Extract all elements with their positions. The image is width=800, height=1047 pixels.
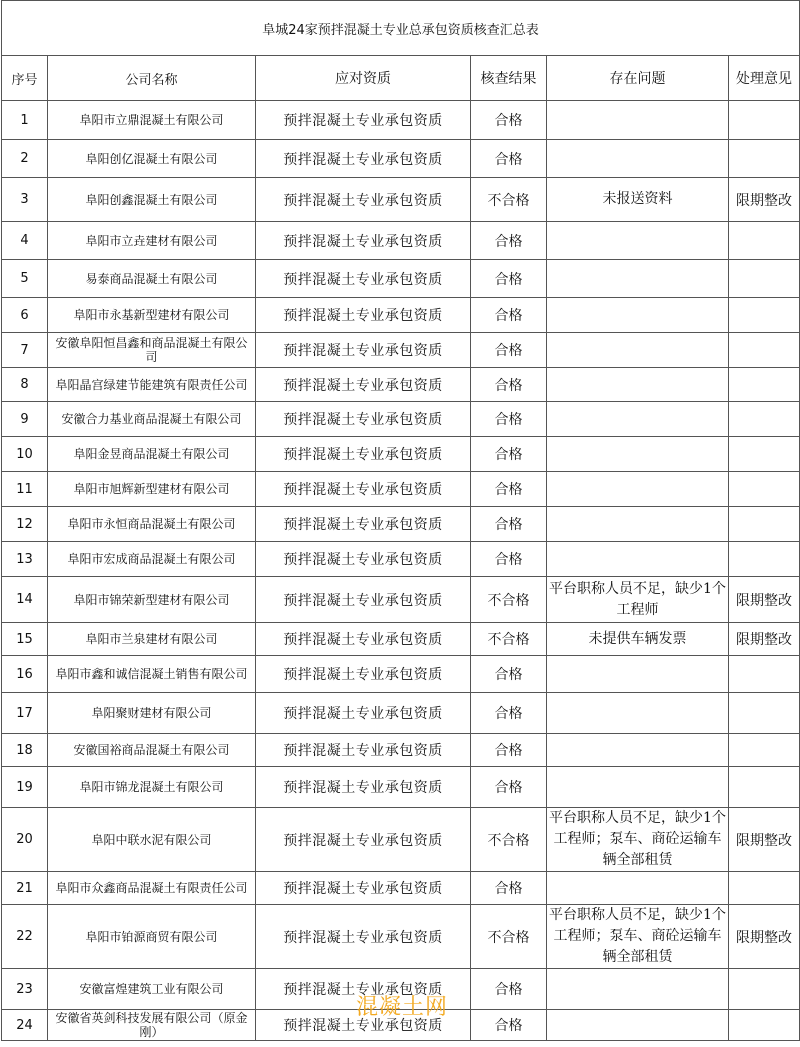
row-result: 不合格 <box>471 623 547 656</box>
row-result: 合格 <box>471 298 547 333</box>
row-action <box>729 260 800 298</box>
row-action: 限期整改 <box>729 577 800 623</box>
row-qualification: 预拌混凝土专业承包资质 <box>256 577 471 623</box>
row-action: 限期整改 <box>729 808 800 872</box>
row-company: 阜阳市永恒商品混凝土有限公司 <box>48 507 256 542</box>
row-seq: 6 <box>2 298 48 333</box>
row-result: 合格 <box>471 693 547 734</box>
table-row <box>2 402 800 437</box>
row-issues <box>547 1010 729 1041</box>
row-action <box>729 333 800 368</box>
row-seq: 15 <box>2 623 48 656</box>
row-issues: 平台职称人员不足，缺少1个工程师 <box>547 577 729 623</box>
row-result: 合格 <box>471 101 547 140</box>
table-row <box>2 178 800 222</box>
row-qualification: 预拌混凝土专业承包资质 <box>256 507 471 542</box>
row-action <box>729 437 800 472</box>
row-seq: 24 <box>2 1010 48 1041</box>
row-issues: 未报送资料 <box>547 178 729 222</box>
row-qualification: 预拌混凝土专业承包资质 <box>256 437 471 472</box>
row-result: 合格 <box>471 222 547 260</box>
row-seq: 9 <box>2 402 48 437</box>
row-company: 阜阳晶宫绿建节能建筑有限责任公司 <box>48 368 256 402</box>
row-seq: 17 <box>2 693 48 734</box>
row-issues <box>547 260 729 298</box>
row-company: 安徽国裕商品混凝土有限公司 <box>48 734 256 767</box>
row-action <box>729 542 800 577</box>
row-seq: 8 <box>2 368 48 402</box>
row-company: 阜阳市铂源商贸有限公司 <box>48 905 256 969</box>
row-seq: 23 <box>2 969 48 1010</box>
row-result: 合格 <box>471 437 547 472</box>
row-issues: 平台职称人员不足，缺少1个工程师；泵车、商砼运输车辆全部租赁 <box>547 905 729 969</box>
row-action <box>729 656 800 693</box>
row-company: 阜阳市鑫和诚信混凝土销售有限公司 <box>48 656 256 693</box>
row-issues <box>547 437 729 472</box>
row-company: 阜阳市锦龙混凝土有限公司 <box>48 767 256 808</box>
row-company: 安徽富煌建筑工业有限公司 <box>48 969 256 1010</box>
row-result: 合格 <box>471 333 547 368</box>
row-issues: 平台职称人员不足，缺少1个工程师；泵车、商砼运输车辆全部租赁 <box>547 808 729 872</box>
qualification-table <box>1 0 800 1041</box>
row-issues: 未提供车辆发票 <box>547 623 729 656</box>
row-company: 阜阳市旭辉新型建材有限公司 <box>48 472 256 507</box>
row-qualification: 预拌混凝土专业承包资质 <box>256 734 471 767</box>
row-result: 合格 <box>471 542 547 577</box>
row-qualification: 预拌混凝土专业承包资质 <box>256 969 471 1010</box>
row-company: 阜阳市兰泉建材有限公司 <box>48 623 256 656</box>
row-seq: 10 <box>2 437 48 472</box>
table-row <box>2 905 800 969</box>
row-qualification: 预拌混凝土专业承包资质 <box>256 101 471 140</box>
table-row <box>2 577 800 623</box>
table-row <box>2 368 800 402</box>
row-seq: 4 <box>2 222 48 260</box>
row-action <box>729 101 800 140</box>
row-result: 合格 <box>471 140 547 178</box>
table-row <box>2 222 800 260</box>
header-qualification: 应对资质 <box>256 56 471 101</box>
row-seq: 3 <box>2 178 48 222</box>
row-issues <box>547 734 729 767</box>
row-result: 合格 <box>471 1010 547 1041</box>
row-issues <box>547 368 729 402</box>
watermark-text: 混凝土网 <box>356 995 449 1020</box>
header-company: 公司名称 <box>48 56 256 101</box>
row-seq: 18 <box>2 734 48 767</box>
row-seq: 22 <box>2 905 48 969</box>
row-action <box>729 140 800 178</box>
row-qualification: 预拌混凝土专业承包资质 <box>256 333 471 368</box>
row-result: 合格 <box>471 507 547 542</box>
row-action <box>729 222 800 260</box>
row-issues <box>547 767 729 808</box>
row-qualification: 预拌混凝土专业承包资质 <box>256 298 471 333</box>
table-row <box>2 101 800 140</box>
row-issues <box>547 298 729 333</box>
row-result: 合格 <box>471 368 547 402</box>
row-qualification: 预拌混凝土专业承包资质 <box>256 905 471 969</box>
row-company: 阜阳聚财建材有限公司 <box>48 693 256 734</box>
row-issues <box>547 101 729 140</box>
table-row <box>2 437 800 472</box>
row-company: 阜阳市宏成商品混凝土有限公司 <box>48 542 256 577</box>
row-qualification: 预拌混凝土专业承包资质 <box>256 402 471 437</box>
row-result: 不合格 <box>471 905 547 969</box>
row-result: 合格 <box>471 767 547 808</box>
row-seq: 7 <box>2 333 48 368</box>
row-action: 限期整改 <box>729 905 800 969</box>
row-issues <box>547 402 729 437</box>
row-result: 合格 <box>471 969 547 1010</box>
row-company: 阜阳市立垚建材有限公司 <box>48 222 256 260</box>
table-title: 阜城24家预拌混凝土专业总承包资质核查汇总表 <box>2 1 800 56</box>
table-row <box>2 693 800 734</box>
table-row <box>2 656 800 693</box>
row-action <box>729 507 800 542</box>
row-issues <box>547 140 729 178</box>
table-row <box>2 472 800 507</box>
row-result: 合格 <box>471 260 547 298</box>
row-qualification: 预拌混凝土专业承包资质 <box>256 656 471 693</box>
table-row <box>2 298 800 333</box>
header-action: 处理意见 <box>729 56 800 101</box>
row-seq: 11 <box>2 472 48 507</box>
row-qualification: 预拌混凝土专业承包资质 <box>256 368 471 402</box>
row-issues <box>547 507 729 542</box>
row-qualification: 预拌混凝土专业承包资质 <box>256 542 471 577</box>
row-issues <box>547 872 729 905</box>
row-company: 安徽合力基业商品混凝土有限公司 <box>48 402 256 437</box>
row-action <box>729 402 800 437</box>
row-company: 阜阳市立鼎混凝土有限公司 <box>48 101 256 140</box>
row-issues <box>547 656 729 693</box>
table-row <box>2 140 800 178</box>
row-qualification: 预拌混凝土专业承包资质 <box>256 260 471 298</box>
table-row <box>2 734 800 767</box>
table-row <box>2 542 800 577</box>
row-action <box>729 734 800 767</box>
header-row <box>2 56 800 101</box>
table-row <box>2 507 800 542</box>
header-result: 核查结果 <box>471 56 547 101</box>
row-qualification: 预拌混凝土专业承包资质 <box>256 872 471 905</box>
row-action <box>729 298 800 333</box>
row-company: 阜阳市永基新型建材有限公司 <box>48 298 256 333</box>
row-seq: 13 <box>2 542 48 577</box>
table-row <box>2 767 800 808</box>
row-issues <box>547 333 729 368</box>
row-seq: 14 <box>2 577 48 623</box>
row-seq: 16 <box>2 656 48 693</box>
row-qualification: 预拌混凝土专业承包资质 <box>256 767 471 808</box>
row-result: 不合格 <box>471 577 547 623</box>
row-issues <box>547 222 729 260</box>
row-result: 不合格 <box>471 178 547 222</box>
header-seq: 序号 <box>2 56 48 101</box>
row-seq: 1 <box>2 101 48 140</box>
row-seq: 20 <box>2 808 48 872</box>
table-body <box>2 101 800 1041</box>
row-result: 不合格 <box>471 808 547 872</box>
table-row <box>2 260 800 298</box>
row-issues <box>547 693 729 734</box>
table-row <box>2 623 800 656</box>
row-qualification: 预拌混凝土专业承包资质 <box>256 693 471 734</box>
row-seq: 2 <box>2 140 48 178</box>
table-row <box>2 808 800 872</box>
row-action <box>729 368 800 402</box>
row-company: 阜阳创鑫混凝土有限公司 <box>48 178 256 222</box>
row-qualification: 预拌混凝土专业承包资质 <box>256 140 471 178</box>
row-issues <box>547 969 729 1010</box>
row-action: 限期整改 <box>729 623 800 656</box>
row-qualification: 预拌混凝土专业承包资质 <box>256 222 471 260</box>
row-issues <box>547 542 729 577</box>
row-action <box>729 969 800 1010</box>
row-result: 合格 <box>471 872 547 905</box>
header-issues: 存在问题 <box>547 56 729 101</box>
row-company: 阜阳市众鑫商品混凝土有限责任公司 <box>48 872 256 905</box>
row-seq: 5 <box>2 260 48 298</box>
row-action <box>729 472 800 507</box>
row-action <box>729 872 800 905</box>
row-result: 合格 <box>471 402 547 437</box>
row-seq: 21 <box>2 872 48 905</box>
row-seq: 19 <box>2 767 48 808</box>
row-qualification: 预拌混凝土专业承包资质 <box>256 178 471 222</box>
row-company: 安徽省英剑科技发展有限公司（原金刚） <box>48 1010 256 1041</box>
row-issues <box>547 472 729 507</box>
row-result: 合格 <box>471 656 547 693</box>
row-result: 合格 <box>471 472 547 507</box>
row-qualification: 预拌混凝土专业承包资质 <box>256 1010 471 1041</box>
row-action <box>729 1010 800 1041</box>
table-row <box>2 333 800 368</box>
row-company: 阜阳金昱商品混凝土有限公司 <box>48 437 256 472</box>
row-company: 安徽阜阳恒昌鑫和商品混凝土有限公司 <box>48 333 256 368</box>
row-seq: 12 <box>2 507 48 542</box>
row-company: 阜阳市锦荣新型建材有限公司 <box>48 577 256 623</box>
row-company: 阜阳创亿混凝土有限公司 <box>48 140 256 178</box>
row-qualification: 预拌混凝土专业承包资质 <box>256 623 471 656</box>
table-row <box>2 872 800 905</box>
row-qualification: 预拌混凝土专业承包资质 <box>256 808 471 872</box>
row-result: 合格 <box>471 734 547 767</box>
row-action: 限期整改 <box>729 178 800 222</box>
row-company: 阜阳中联水泥有限公司 <box>48 808 256 872</box>
row-action <box>729 693 800 734</box>
row-action <box>729 767 800 808</box>
row-qualification: 预拌混凝土专业承包资质 <box>256 472 471 507</box>
row-company: 易泰商品混凝土有限公司 <box>48 260 256 298</box>
